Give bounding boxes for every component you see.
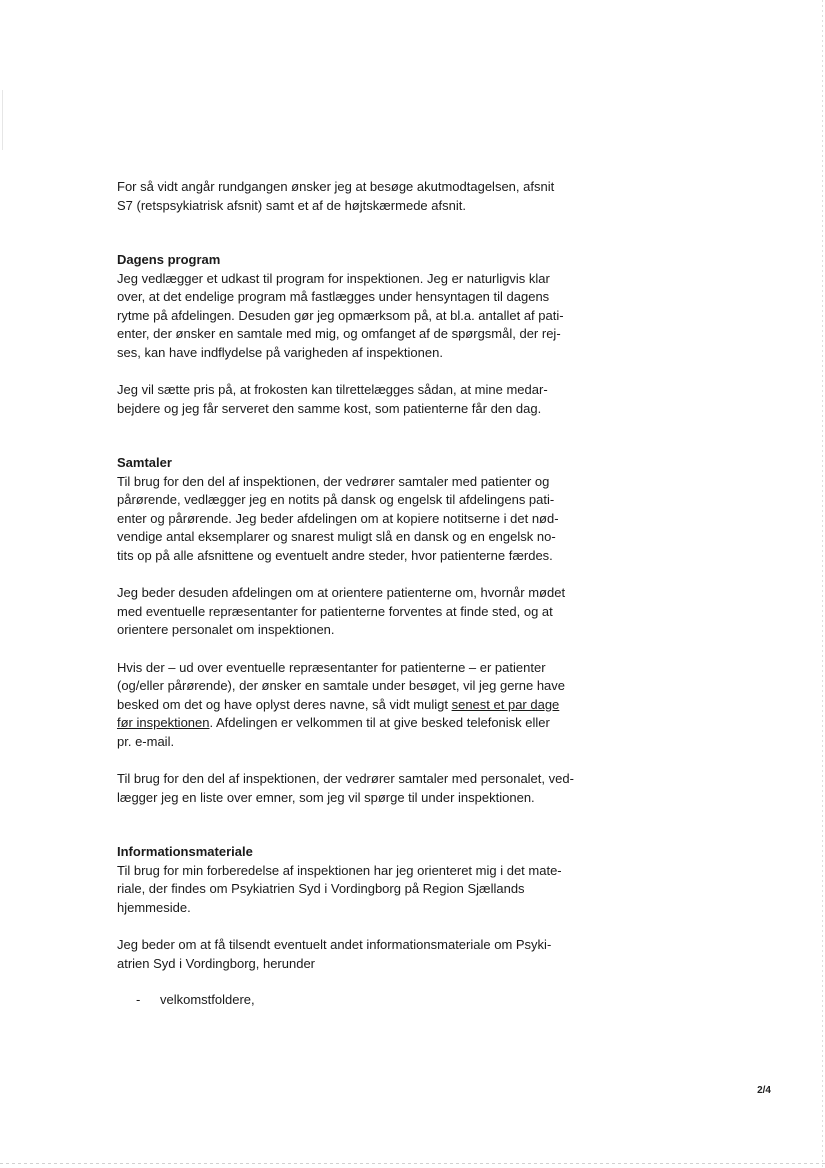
- heading-samtaler: Samtaler: [117, 455, 172, 470]
- list-item: [117, 991, 587, 1010]
- samtaler-paragraph-3: [117, 659, 587, 752]
- section-samtaler: [117, 454, 587, 807]
- dagens-program-paragraph-2: Jeg vil sætte pris på, at frokosten kan tilrettelægges sådan, at mine medar- bejdere og jeg får serveret den samme kost, som patienterne får den dag.: [117, 382, 548, 416]
- heading-dagens-program: Dagens program: [117, 252, 221, 267]
- scan-edge-bottom: [0, 1163, 825, 1164]
- scan-edge-left: [2, 90, 3, 150]
- bullet-text: velkomstfoldere,: [160, 992, 255, 1007]
- intro-paragraph: For så vidt angår rundgangen ønsker jeg at besøge akutmodtagelsen, afsnit S7 (retspsykiatrisk afsnit) samt et af de højtskærmede afsnit.: [117, 179, 555, 213]
- section-informationsmateriale: [117, 843, 587, 1010]
- deadline-underlined-text: senest et par dage før inspektionen: [117, 696, 560, 730]
- informationsmateriale-paragraph-2: Jeg beder om at få tilsendt eventuelt andet informationsmateriale om Psyki- atrien Syd i Vordingborg, herunder: [117, 937, 552, 971]
- heading-informationsmateriale: Informationsmateriale: [117, 844, 253, 859]
- informationsmateriale-paragraph-1: Til brug for min forberedelse af inspektionen har jeg orienteret mig i det mate- riale, der findes om Psykiatrien Syd i Vordingborg på Region Sjællands hjemmeside.: [117, 862, 562, 915]
- bullet-dash: -: [136, 992, 141, 1007]
- scan-edge-right: [822, 0, 823, 1168]
- page-number: 2/4: [757, 1085, 771, 1096]
- samtaler-paragraph-3-start: Hvis der – ud over eventuelle repræsentanter for patienterne – er patienter (og/eller pårørende), der ønsker en samtale under besøget, vil jeg gerne have besked om det og have oplyst deres navne, så vidt muligt: [117, 659, 566, 712]
- samtaler-paragraph-2: Jeg beder desuden afdelingen om at orientere patienterne om, hvornår mødet med eventuelle repræsentanter for patienterne forventes at finde sted, og at orientere personalet om inspektionen.: [117, 585, 566, 637]
- letter-body: [117, 178, 587, 1010]
- samtaler-paragraph-3-end: . Afdelingen er velkommen til at give besked telefonisk eller pr. e-mail.: [117, 715, 550, 749]
- samtaler-paragraph-4: Til brug for den del af inspektionen, der vedrører samtaler med personalet, ved- lægger jeg en liste over emner, som jeg vil spørge til under inspektionen.: [117, 771, 574, 805]
- samtaler-paragraph-1: Til brug for den del af inspektionen, der vedrører samtaler med patienter og pårørende, vedlægger jeg en notits på dansk og engelsk til afdelingens pati- enter og pårørende. Jeg beder afdelingen om at kopiere notitserne i det nød- vendige antal eksemplarer og snarest muligt slå en dansk og en engelsk no- tits op på alle afsnittene og eventuelt andre steder, hvor patienterne færdes.: [117, 473, 559, 563]
- dagens-program-paragraph-1: Jeg vedlægger et udkast til program for inspektionen. Jeg er naturligvis klar over, at det endelige program må fastlægges under hensyntagen til dagens rytme på afdelingen. Desuden gør jeg opmærksom på, at bl.a. antallet af pati- enter, der ønsker en samtale med mig, og omfanget af de spørgsmål, der rej- ses, kan have indflydelse på varigheden af inspektionen.: [117, 270, 564, 360]
- section-dagens-program: [117, 251, 587, 418]
